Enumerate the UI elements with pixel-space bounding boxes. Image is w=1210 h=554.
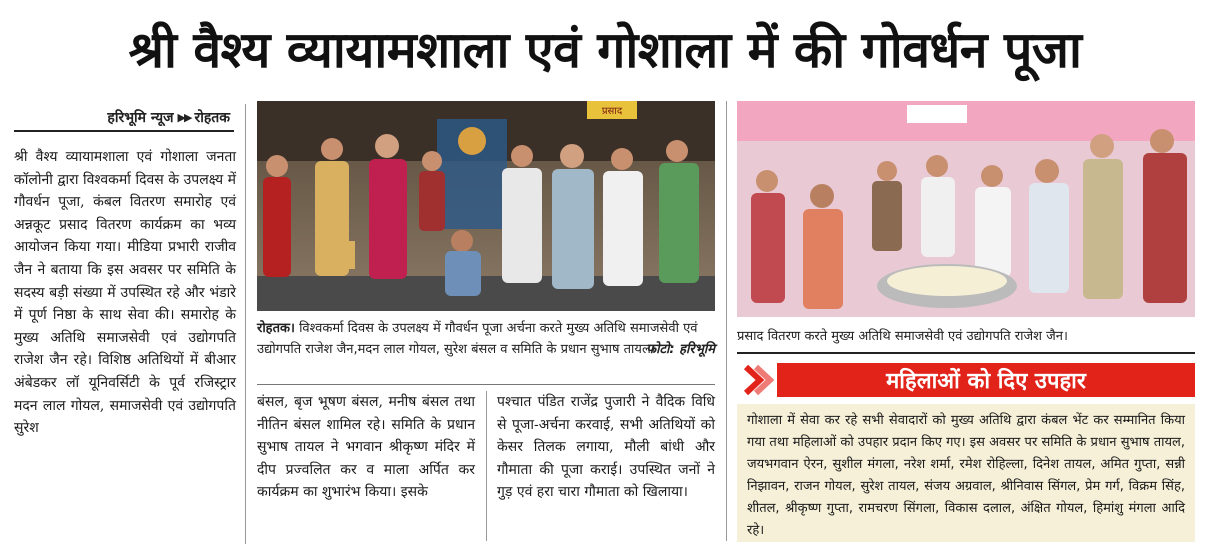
- article-column-left: श्री वैश्य व्यायामशाला एवं गोशाला जनता कॉलोनी द्वारा विश्वकर्मा दिवस के उपलक्ष्य में गौवर्धन पूजा, कंबल वितरण समारोह एवं अन्नकूट प्रसाद वितरण कार्यक्रम का भव्य आयोजन किया गया। मीडिया प्रभारी राजीव जैन ने बताया कि इस अवसर पर समिति के सदस्य बड़ी संख्या में उपस्थित रहे और भंडारे में पूर्ण निष्ठा के साथ सेवा की। समारोह के मुख्य अतिथि समाजसेवी एवं उद्योगपति राजेश जैन रहे। विशिष्ठ अतिथियों में बीआर अंबेडकर लॉ यूनिवर्सिटी के पूर्व रजिस्ट्रार मदन लाल गोयल, समाजसेवी एवं उद्योगपति सुरेश: [14, 149, 236, 437]
- photo-right: [737, 101, 1195, 317]
- sidebar-body: गोशाला में सेवा कर रहे सभी सेवादारों को मुख्य अतिथि द्वारा कंबल भेंट कर सम्मानित किया गया तथा महिलाओं को उपहार प्रदान किए गए। इस अवसर पर समिति के प्रधान सुभाष तायल, जयभगवान ऐरन, सुशील मंगला, नरेश शर्मा, रमेश रोहिल्ला, दिनेश तायल, अमित गुप्ता, सन्नी निझावन, राजन गोयल, सुरेश तायल, संजय अग्रवाल, श्रीनिवास सिंगल, प्रेम गर्ग, विक्रम सिंह, शीतल, श्रीकृष्ण गुप्ता, रामचरण सिंगला, विकास दलाल, अंक्षित गोयल, हिमांशु मंगला आदि रहे।: [737, 404, 1195, 542]
- byline-arrows: ▶▶: [177, 110, 191, 124]
- byline: [14, 104, 234, 132]
- sidebar-top-rule: [737, 352, 1195, 354]
- sidebar-banner: [737, 360, 1195, 400]
- sidebar-title: महिलाओं को दिए उपहार: [777, 363, 1195, 397]
- photo-main: [257, 101, 715, 311]
- photo-sign-text: प्रसाद: [601, 106, 623, 117]
- caption-place: रोहतक।: [257, 321, 295, 336]
- byline-city: रोहतक: [194, 109, 230, 126]
- byline-source: हरिभूमि न्यूज: [107, 109, 174, 126]
- photo-main-image: [257, 101, 715, 311]
- photo-right-caption: प्रसाद वितरण करते मुख्य अतिथि समाजसेवी एवं उद्योगपति राजेश जैन।: [737, 329, 1068, 344]
- caption-divider: [257, 384, 715, 385]
- article-column-mid1: बंसल, बृज भूषण बंसल, मनीष बंसल तथा नीतिन बंसल शामिल रहे। समिति के प्रधान सुभाष तायल ने भगवान श्रीकृष्ण मंदिर में दीप प्रज्वलित कर व माला अर्पित कर कार्यक्रम का शुभारंभ किया। इसके: [257, 394, 475, 501]
- column-divider: [245, 104, 246, 544]
- caption-text: विश्वकर्मा दिवस के उपलक्ष्य में गौवर्धन पूजा अर्चना करते मुख्य अतिथि समाजसेवी एवं उद्योगपति राजेश जैन,मदन लाल गोयल, सुरेश बंसल व समिति के प्रधान सुभाष तायल।: [257, 321, 698, 357]
- chevron-right-icon: [737, 360, 777, 400]
- column-divider: [726, 101, 727, 541]
- article-column-mid2: पश्चात पंडित राजेंद्र पुजारी ने वैदिक विधि से पूजा-अर्चना करवाई, सभी अतिथियों को केसर तिलक लगाया, मौली बांधी और गौमाता की पूजा कराई। उपस्थित जनों ने गुड़ एवं हरा चारा गौमाता को खिलाया।: [497, 394, 715, 501]
- headline: श्री वैश्य व्यायामशाला एवं गोशाला में की गोवर्धन पूजा: [128, 21, 1082, 79]
- photo-right-image: [737, 101, 1195, 317]
- column-divider: [486, 391, 487, 541]
- photo-credit: फोटो: हरिभूमि: [646, 342, 715, 357]
- photo-main-caption: [257, 318, 715, 360]
